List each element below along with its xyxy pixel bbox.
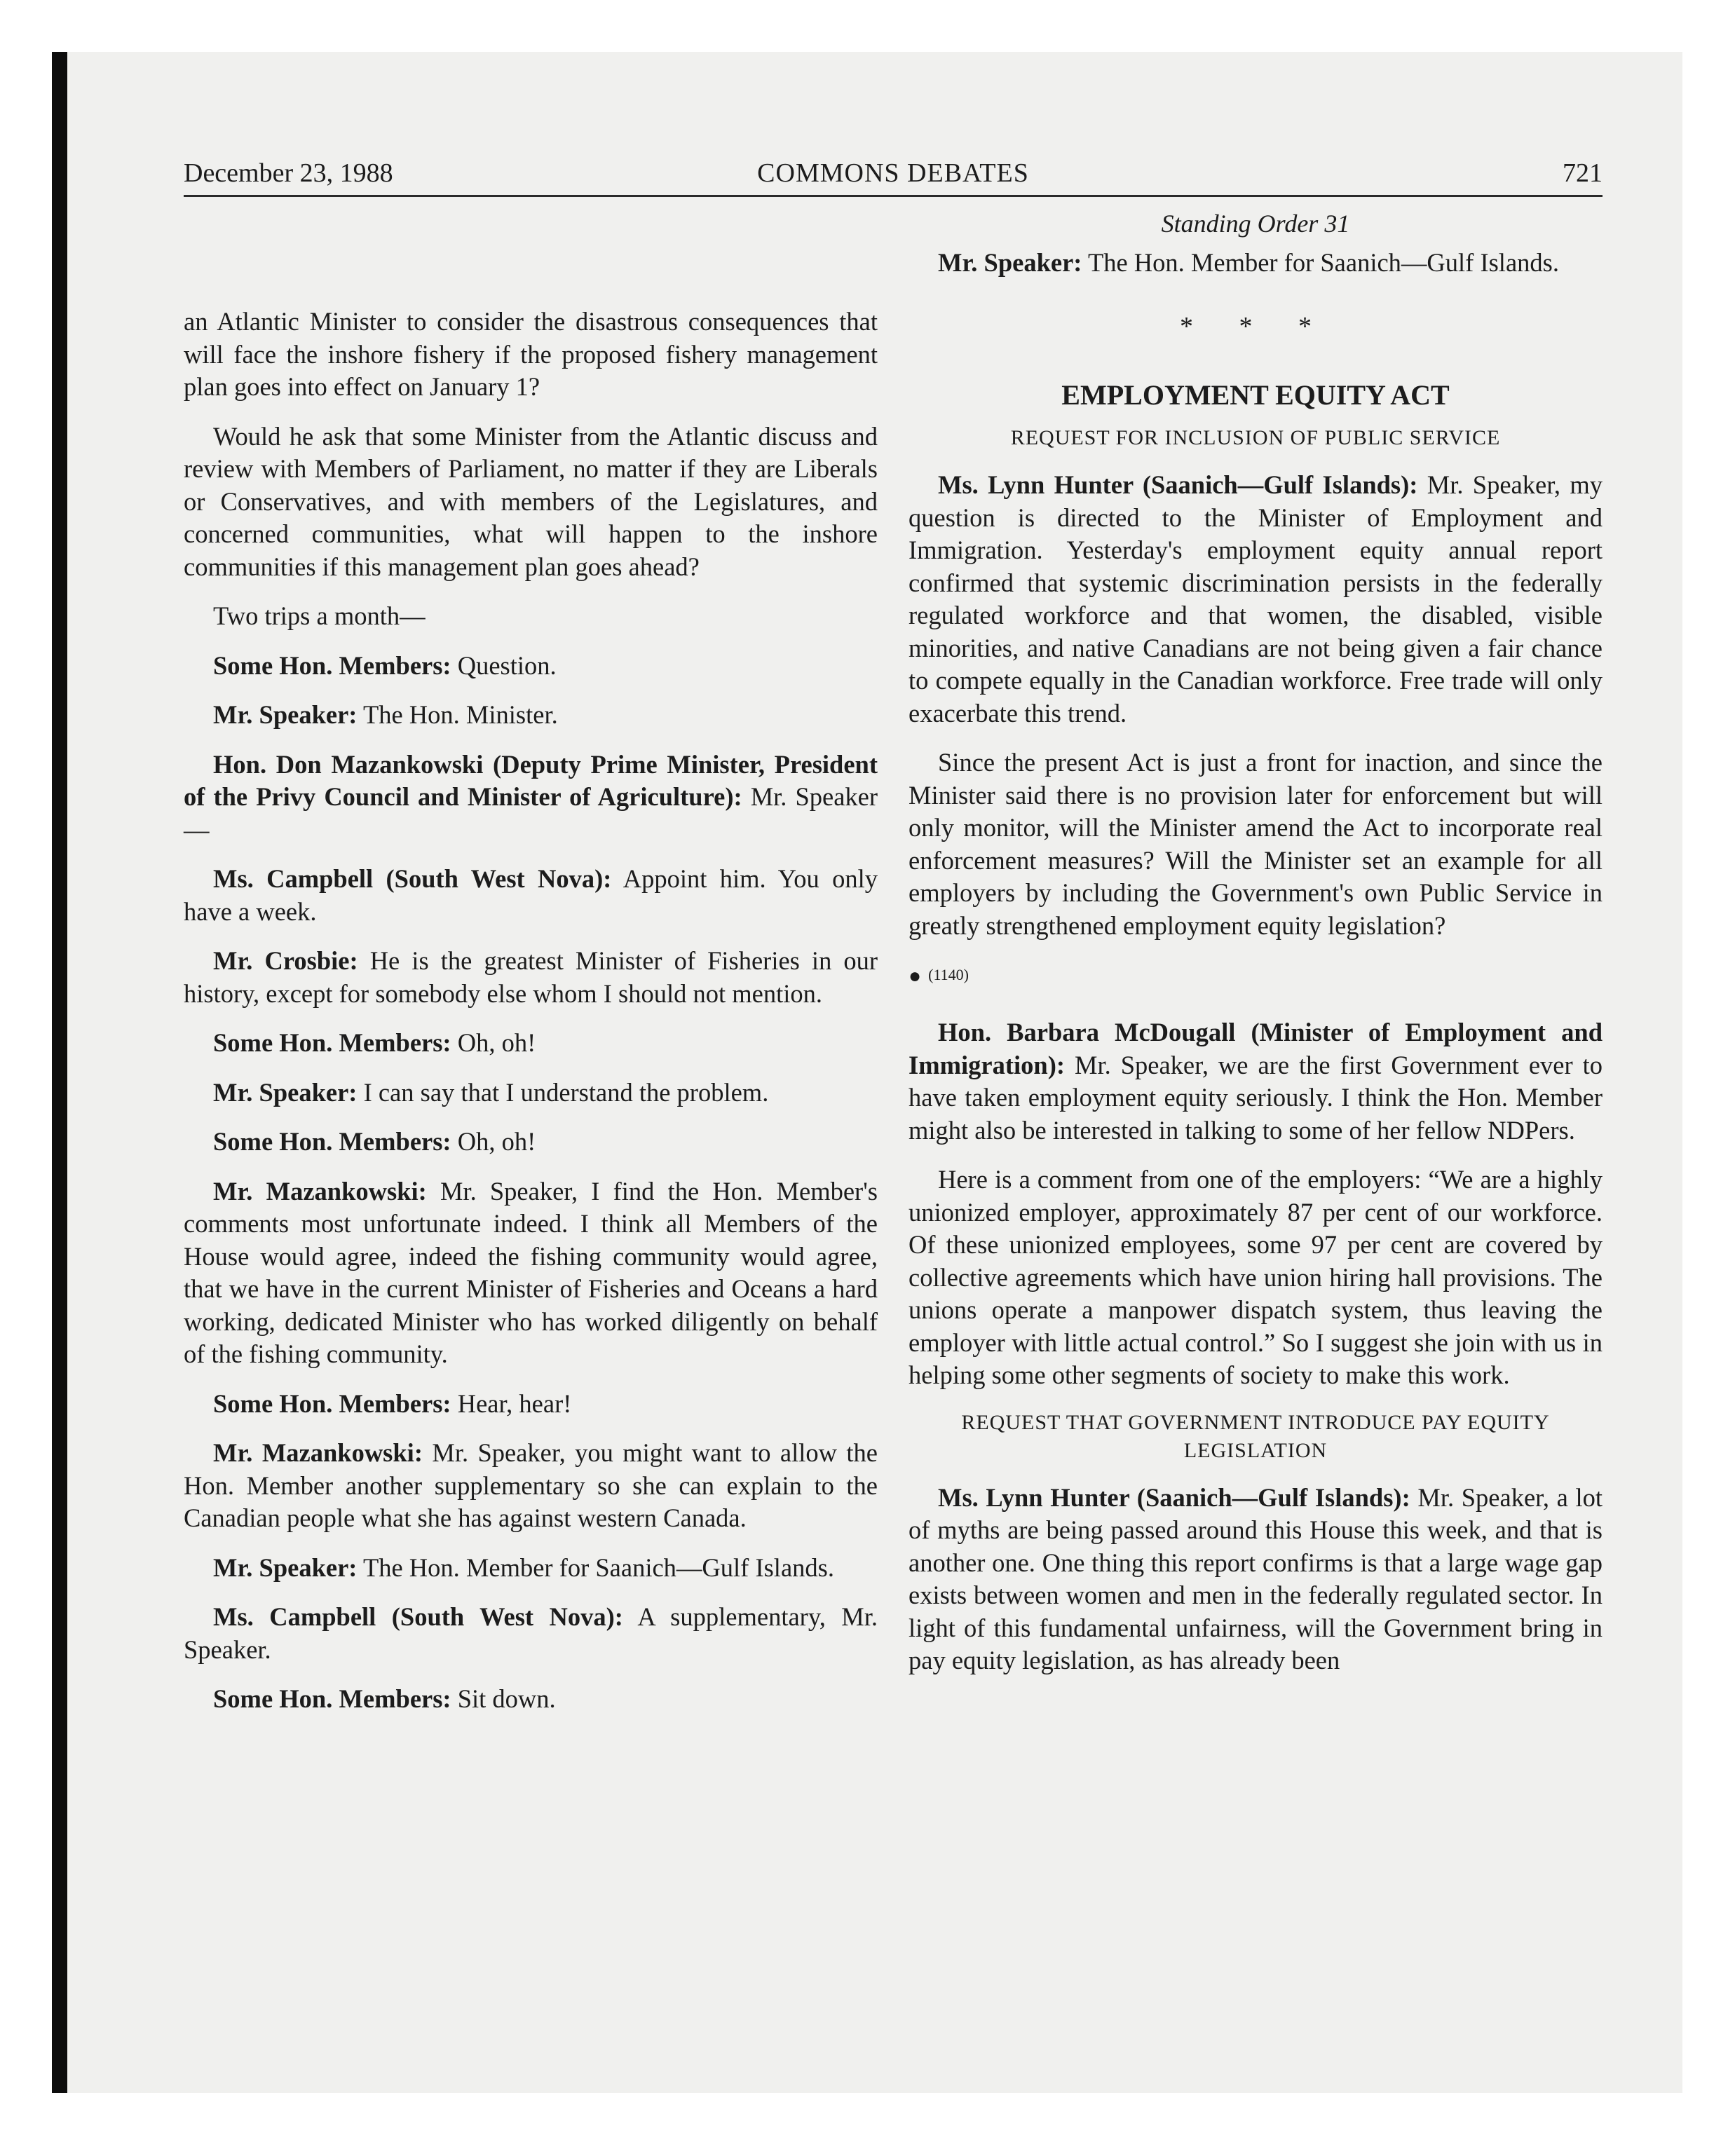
paragraph [184,421,878,584]
paragraph [184,1601,878,1666]
speaker-name: Ms. Campbell (South West Nova): [213,864,612,893]
paragraph [184,1683,878,1716]
paragraph [909,247,1603,280]
paragraph [184,863,878,928]
section-heading: EMPLOYMENT EQUITY ACT [1061,379,1450,411]
header-rule [184,195,1603,197]
paragraph [184,749,878,847]
paragraph-text: Hear, hear! [457,1389,572,1418]
paragraph-text: He is the greatest Minister of Fisheries in our history, except for somebody else whom I should not mention. [184,946,878,1008]
speaker-name: Ms. Campbell (South West Nova): [213,1602,623,1631]
paragraph [184,1388,878,1421]
paragraph-text: I can say that I understand the problem. [363,1077,769,1107]
paragraph [184,699,878,732]
right-column [909,207,1603,1694]
paragraph-text: Question. [457,650,557,680]
speaker-name: Mr. Speaker: [938,248,1082,277]
paragraph [184,1077,878,1110]
speaker-name: Mr. Speaker: [213,700,358,729]
paragraph-text: Oh, oh! [457,1127,536,1156]
paragraph [184,1552,878,1585]
paragraph [184,1437,878,1535]
paragraph-text: The Hon. Member for Saanich—Gulf Islands. [1087,248,1559,277]
paragraph-text: Mr. Speaker, a lot of myths are being passed around this House this week, and that is another one. One thing this report confirms is that a large wage gap exists between women and men in the federally regulated sector. In light of this fundamental unfairness, will the Government bring in pay equity legislation, as has already been [909,1482,1603,1675]
bullet-icon: ● [909,964,922,988]
paragraph [184,306,878,404]
paragraph-text: Appoint him. You only have a week. [184,864,878,926]
paragraph [909,469,1603,730]
paragraph-text: The Hon. Member for Saanich—Gulf Islands. [362,1553,834,1582]
section-separator: * * * [1180,311,1331,341]
paragraph [184,1126,878,1159]
header-date: December 23, 1988 [184,158,393,188]
speaker-name: Ms. Lynn Hunter (Saanich—Gulf Islands): [938,470,1418,499]
paragraph-text: A supplementary, Mr. Speaker. [184,1602,878,1664]
speaker-name: Some Hon. Members: [213,1028,451,1057]
speaker-name: Mr. Crosbie: [213,946,358,975]
paragraph-text: Mr. Speaker, we are the first Government ever to have taken employment equity seriously. I think the Hon. Member might also be interested in talking to some of her fellow NDPers. [909,1050,1603,1145]
paragraph [909,1016,1603,1147]
paragraph-text: Since the present Act is just a front for inaction, and since the Minister said there is no provision later for enforcement but will only monitor, will the Minister amend the Act to incorporate real enforcement measures? Will the Minister set an example for all employers by including the Government's own Public Service in greatly strengthened employment equity legislation? [909,748,1603,940]
speaker-name: Hon. Barbara McDougall (Minister of Employment and Immigration): [909,1018,1603,1079]
paragraph [184,1027,878,1060]
paragraph-text: Oh, oh! [457,1028,536,1057]
speaker-name: Mr. Speaker: [213,1553,358,1582]
speaker-name: Some Hon. Members: [213,1389,451,1418]
paragraph-text: Mr. Speaker, you might want to allow the Hon. Member another supplementary so she can explain to the Canadian people what she has against western Canada. [184,1438,878,1532]
paragraph [184,650,878,683]
paragraph-text: Would he ask that some Minister from the Atlantic discuss and review with Members of Parliament, no matter if they are Liberals or Conservatives, and with members of the Legislatures, and concerned communities, what will happen to the inshore communities if this management plan goes ahead? [184,421,878,581]
running-head: Standing Order 31 [1161,210,1350,238]
speaker-name: Mr. Mazankowski: [213,1176,427,1206]
timestamp-marker [909,959,1603,992]
paragraph-text: Two trips a month— [213,601,426,630]
paragraph-text: an Atlantic Minister to consider the disastrous consequences that will face the inshore fishery if the proposed fishery management plan goes into effect on January 1? [184,307,878,401]
header-journal-title: COMMONS DEBATES [757,158,1029,188]
paragraph [184,1175,878,1371]
speaker-name: Mr. Speaker: [213,1077,358,1107]
timestamp-text: (1140) [928,966,969,983]
speaker-name: Ms. Lynn Hunter (Saanich—Gulf Islands): [938,1482,1410,1512]
paragraph-text: Mr. Speaker, my question is directed to the Minister of Employment and Immigration. Yesterday's employment equity annual report confirmed that systemic discrimination persists in the federally regulated workforce and that women, the disabled, visible minorities, and native Canadians are not being given a fair chance to compete equally in the Canadian workforce. Free trade will only exacerbate this trend. [909,470,1603,728]
speaker-name: Some Hon. Members: [213,650,451,680]
paragraph [184,945,878,1010]
speaker-name: Hon. Don Mazankowski (Deputy Prime Minister, President of the Privy Council and Minister of Agriculture): [184,749,878,811]
page-header [184,153,1603,193]
paragraph-text: Sit down. [457,1684,556,1713]
paragraph-text: Mr. Speaker— [184,782,878,844]
header-page-number: 721 [1563,158,1603,188]
binding-edge [52,52,67,2093]
speaker-name: Some Hon. Members: [213,1127,451,1156]
paragraph-text: Here is a comment from one of the employers: “We are a highly unionized employer, approximately 87 per cent of our workforce. Of these unionized employees, some 97 per cent are covered by collective agreements which have union hiring hall provisions. The unions operate a manpower dispatch system, thus leaving the employer with little actual control.” So I suggest she join with us in helping some other segments of society to make this work. [909,1165,1603,1390]
paragraph [909,1164,1603,1392]
subheading: REQUEST THAT GOVERNMENT INTRODUCE PAY EQUITY LEGISLATION [961,1410,1550,1462]
speaker-name: Mr. Mazankowski: [213,1438,423,1467]
speaker-name: Some Hon. Members: [213,1684,451,1713]
document-page [184,153,1603,2073]
left-column [184,207,878,1733]
paragraph-text: The Hon. Minister. [362,700,558,729]
paragraph [909,746,1603,942]
paragraph [909,1482,1603,1677]
paragraph [184,600,878,633]
paragraph-text: Mr. Speaker, I find the Hon. Member's comments most unfortunate indeed. I think all Members of the House would agree, indeed the fishing community would agree, that we have in the current Minister of Fisheries and Oceans a hard working, dedicated Minister who has worked diligently on behalf of the fishing community. [184,1176,878,1368]
subheading: REQUEST FOR INCLUSION OF PUBLIC SERVICE [1010,426,1501,449]
